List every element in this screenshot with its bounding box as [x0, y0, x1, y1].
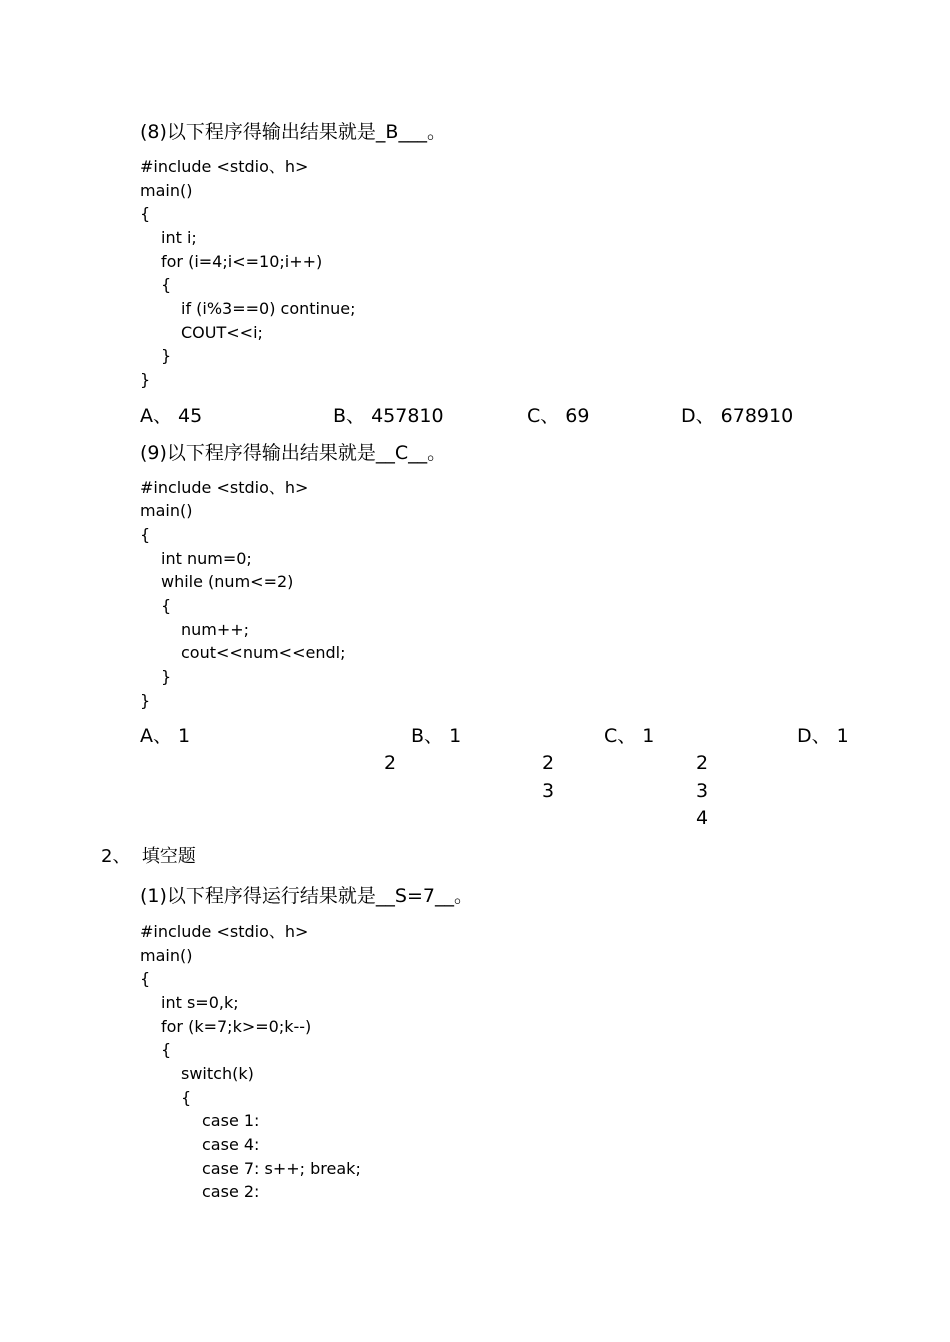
code-line: cout<<num<<endl;	[181, 643, 346, 662]
code-line: for (i=4;i<=10;i++)	[161, 252, 323, 271]
code-line: while (num<=2)	[161, 572, 294, 591]
q9-option-d-line4: 4	[696, 807, 709, 829]
code-line: switch(k)	[181, 1064, 254, 1083]
q9-option-b-line2: 2	[384, 752, 397, 774]
code-line: main()	[140, 946, 193, 965]
code-line: {	[161, 596, 172, 615]
code-line: }	[140, 370, 151, 389]
code-line: case 4:	[202, 1135, 260, 1154]
code-line: }	[161, 667, 172, 686]
code-line: main()	[140, 181, 193, 200]
code-line: num++;	[181, 620, 250, 639]
code-line: case 1:	[202, 1111, 260, 1130]
q8-title: (8)以下程序得输出结果就是_B___。	[140, 121, 446, 143]
code-line: #include <stdio、h>	[140, 157, 309, 176]
q9-option-d: D、 1	[797, 725, 849, 747]
q9-option-c-line2: 2	[542, 752, 555, 774]
code-line: #include <stdio、h>	[140, 478, 309, 497]
code-line: for (k=7;k>=0;k--)	[161, 1017, 312, 1036]
code-line: {	[161, 275, 172, 294]
code-line: #include <stdio、h>	[140, 922, 309, 941]
code-line: case 7: s++; break;	[202, 1159, 361, 1178]
q8-option-c: C、 69	[527, 405, 590, 427]
q8-option-d: D、 678910	[681, 405, 794, 427]
code-line: main()	[140, 501, 193, 520]
code-line: {	[140, 969, 151, 988]
code-line: int s=0,k;	[161, 993, 239, 1012]
code-line: {	[161, 1040, 172, 1059]
code-line: }	[161, 346, 172, 365]
q8-option-a: A、 45	[140, 405, 203, 427]
q9-option-a: A、 1	[140, 725, 191, 747]
q9-option-d-line3: 3	[696, 780, 709, 802]
code-line: case 2:	[202, 1182, 260, 1201]
q9-option-d-line2: 2	[696, 752, 709, 774]
q9-option-b: B、 1	[411, 725, 462, 747]
code-line: int num=0;	[161, 549, 252, 568]
code-line: if (i%3==0) continue;	[181, 299, 356, 318]
code-line: }	[140, 691, 151, 710]
code-line: {	[181, 1088, 192, 1107]
code-line: {	[140, 525, 151, 544]
code-line: int i;	[161, 228, 197, 247]
code-line: {	[140, 204, 151, 223]
q8-option-b: B、 457810	[333, 405, 444, 427]
f1-title: (1)以下程序得运行结果就是__S=7__。	[140, 885, 473, 907]
section-heading: 2、 填空题	[101, 846, 196, 867]
q9-title: (9)以下程序得输出结果就是__C__。	[140, 442, 447, 464]
q9-option-c-line3: 3	[542, 780, 555, 802]
q9-option-c: C、 1	[604, 725, 655, 747]
code-line: COUT<<i;	[181, 323, 263, 342]
